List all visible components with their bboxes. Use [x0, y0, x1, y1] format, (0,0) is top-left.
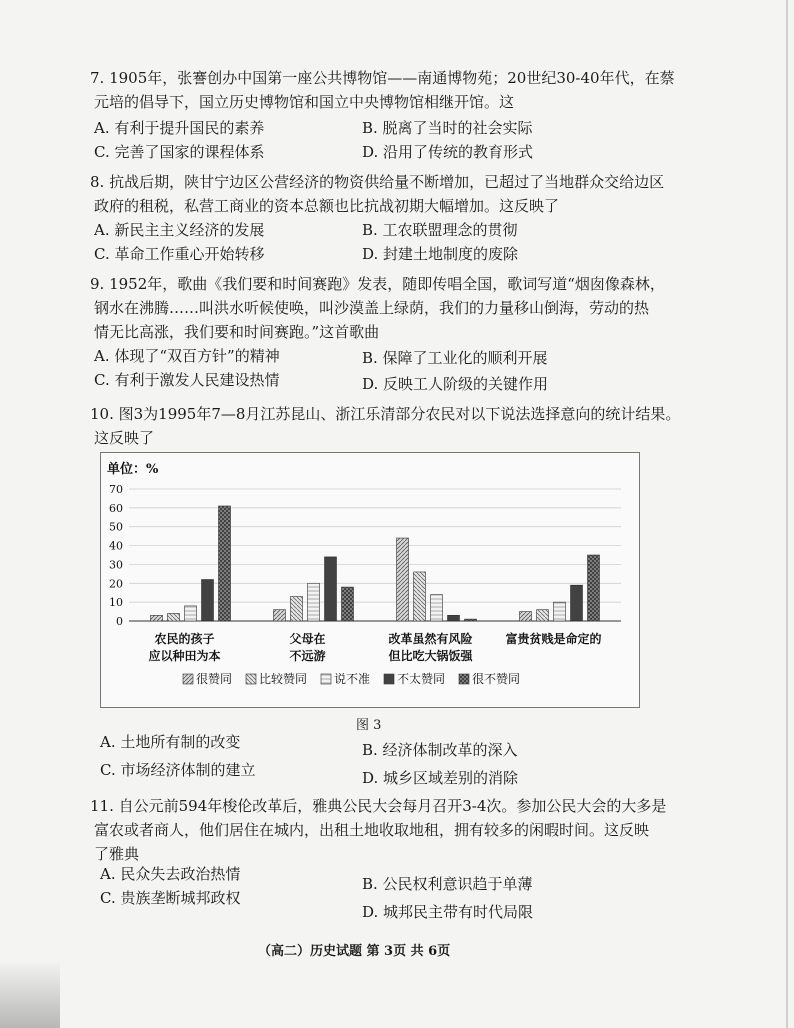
- chart-unit-label: 单位：%: [107, 462, 159, 477]
- chart-bar: [308, 583, 320, 621]
- chart-bar: [202, 580, 214, 621]
- chart-category-label: 不远游: [289, 649, 326, 663]
- chart-bar: [219, 506, 231, 621]
- q9-option-d: D. 反映工人阶级的关键作用: [362, 375, 549, 393]
- chart-category-label: 农民的孩子: [154, 632, 215, 646]
- legend-swatch: [384, 674, 394, 684]
- legend-label: 很赞同: [196, 672, 233, 686]
- chart-bar: [431, 595, 443, 621]
- legend-swatch: [459, 674, 469, 684]
- q9-option-a: A. 体现了“双百方针”的精神: [94, 347, 280, 365]
- chart-y-tick-label: 70: [109, 483, 123, 496]
- q8-option-c: C. 革命工作重心开始转移: [94, 245, 265, 263]
- legend-label: 不太赞同: [397, 672, 446, 686]
- chart-bar: [414, 572, 426, 621]
- legend-label: 说不准: [334, 672, 371, 686]
- chart-bar: [571, 585, 583, 621]
- chart-category-label: 父母在: [289, 632, 326, 646]
- q11-option-d: D. 城邦民主带有时代局限: [362, 903, 534, 921]
- chart-bar: [168, 613, 180, 621]
- page-footer: （高二）历史试题 第 3页 共 6页: [258, 944, 451, 959]
- q8-option-b: B. 工农联盟理念的贯彻: [362, 221, 518, 239]
- q8-option-d: D. 封建土地制度的废除: [362, 245, 519, 263]
- chart-bar: [342, 587, 354, 621]
- q7-line-2: 元培的倡导下，国立历史博物馆和国立中央博物馆相继开馆。这: [94, 93, 515, 111]
- q9-line-2: 钢水在沸腾……叫洪水听候使唤，叫沙漠盖上绿荫，我们的力量移山倒海，劳动的热: [94, 299, 650, 317]
- chart-bar: [325, 557, 337, 621]
- q11-line-2: 富农或者商人，他们居住在城内，出租土地收取地租，拥有较多的闲暇时间。这反映: [94, 821, 650, 839]
- q10-line-1: 10. 图3为1995年7—8月江苏昆山、浙江乐清部分农民对以下说法选择意向的统计结果。: [90, 405, 681, 423]
- chart-category-label: 富贵贫贱是命定的: [505, 632, 602, 646]
- q7-option-d: D. 沿用了传统的教育形式: [362, 143, 534, 161]
- q11-option-a: A. 民众失去政治热情: [100, 865, 241, 883]
- legend-swatch: [246, 674, 256, 684]
- q10-line-2: 这反映了: [94, 429, 155, 447]
- chart-category-label: 但比吃大锅饭强: [388, 649, 473, 663]
- chart-bar: [397, 538, 409, 621]
- chart-y-tick-label: 50: [109, 520, 123, 534]
- figure-3-chart: [100, 452, 640, 708]
- chart-bar: [448, 615, 460, 621]
- q7-option-b: B. 脱离了当时的社会实际: [362, 119, 533, 137]
- chart-category-label: 应以种田为本: [148, 649, 221, 663]
- chart-y-tick-label: 30: [109, 558, 123, 572]
- legend-swatch: [183, 674, 193, 684]
- q11-line-3: 了雅典: [94, 845, 140, 863]
- legend-label: 比较赞同: [259, 672, 308, 686]
- chart-bar: [291, 596, 303, 621]
- q9-line-1: 9. 1952年，歌曲《我们要和时间赛跑》发表，随即传唱全国，歌词写道“烟囱像森林，: [90, 275, 665, 293]
- chart-bar: [465, 619, 477, 621]
- chart-y-tick-label: 40: [109, 539, 123, 553]
- q7-option-a: A. 有利于提升国民的素养: [94, 119, 265, 137]
- legend-swatch: [321, 674, 331, 684]
- chart-category-label: 改革虽然有风险: [388, 632, 473, 646]
- chart-y-tick-label: 20: [109, 577, 123, 591]
- q10-option-a: A. 土地所有制的改变: [100, 733, 241, 751]
- chart-bar: [554, 602, 566, 621]
- q8-line-1: 8. 抗战后期，陕甘宁边区公营经济的物资供给量不断增加，已超过了当地群众交给边区: [90, 173, 665, 191]
- q10-option-b: B. 经济体制改革的深入: [362, 741, 518, 759]
- q7-line-1: 7. 1905年，张謇创办中国第一座公共博物馆——南通博物苑；20世纪30-40年代，在蔡: [90, 69, 675, 87]
- scan-shadow: [0, 960, 60, 1028]
- chart-bar: [185, 606, 197, 621]
- chart-y-tick-label: 10: [109, 596, 123, 610]
- bar-chart-svg: [101, 453, 639, 707]
- q11-option-c: C. 贵族垄断城邦政权: [100, 889, 241, 907]
- q10-option-d: D. 城乡区域差别的消除: [362, 769, 519, 787]
- figure-caption: 图 3: [356, 718, 382, 733]
- q8-option-a: A. 新民主主义经济的发展: [94, 221, 265, 239]
- chart-bar: [588, 555, 600, 621]
- chart-bar: [537, 610, 549, 621]
- chart-y-tick-label: 0: [116, 615, 123, 628]
- chart-bar: [151, 615, 163, 621]
- q10-option-c: C. 市场经济体制的建立: [100, 761, 256, 779]
- q9-option-b: B. 保障了工业化的顺利开展: [362, 349, 548, 367]
- q8-line-2: 政府的租税，私营工商业的资本总额也比抗战初期大幅增加。这反映了: [94, 197, 560, 215]
- scan-edge: [786, 0, 788, 1028]
- chart-bar: [520, 612, 532, 621]
- q9-line-3: 情无比高涨，我们要和时间赛跑。”这首歌曲: [94, 323, 380, 341]
- q11-line-1: 11. 自公元前594年梭伦改革后，雅典公民大会每月召开3-4次。参加公民大会的大多是: [90, 797, 667, 815]
- legend-label: 很不赞同: [472, 672, 521, 686]
- chart-bar: [274, 610, 286, 621]
- q11-option-b: B. 公民权利意识趋于单薄: [362, 875, 533, 893]
- chart-y-tick-label: 60: [109, 501, 123, 515]
- q9-option-c: C. 有利于激发人民建设热情: [94, 371, 280, 389]
- q7-option-c: C. 完善了国家的课程体系: [94, 143, 265, 161]
